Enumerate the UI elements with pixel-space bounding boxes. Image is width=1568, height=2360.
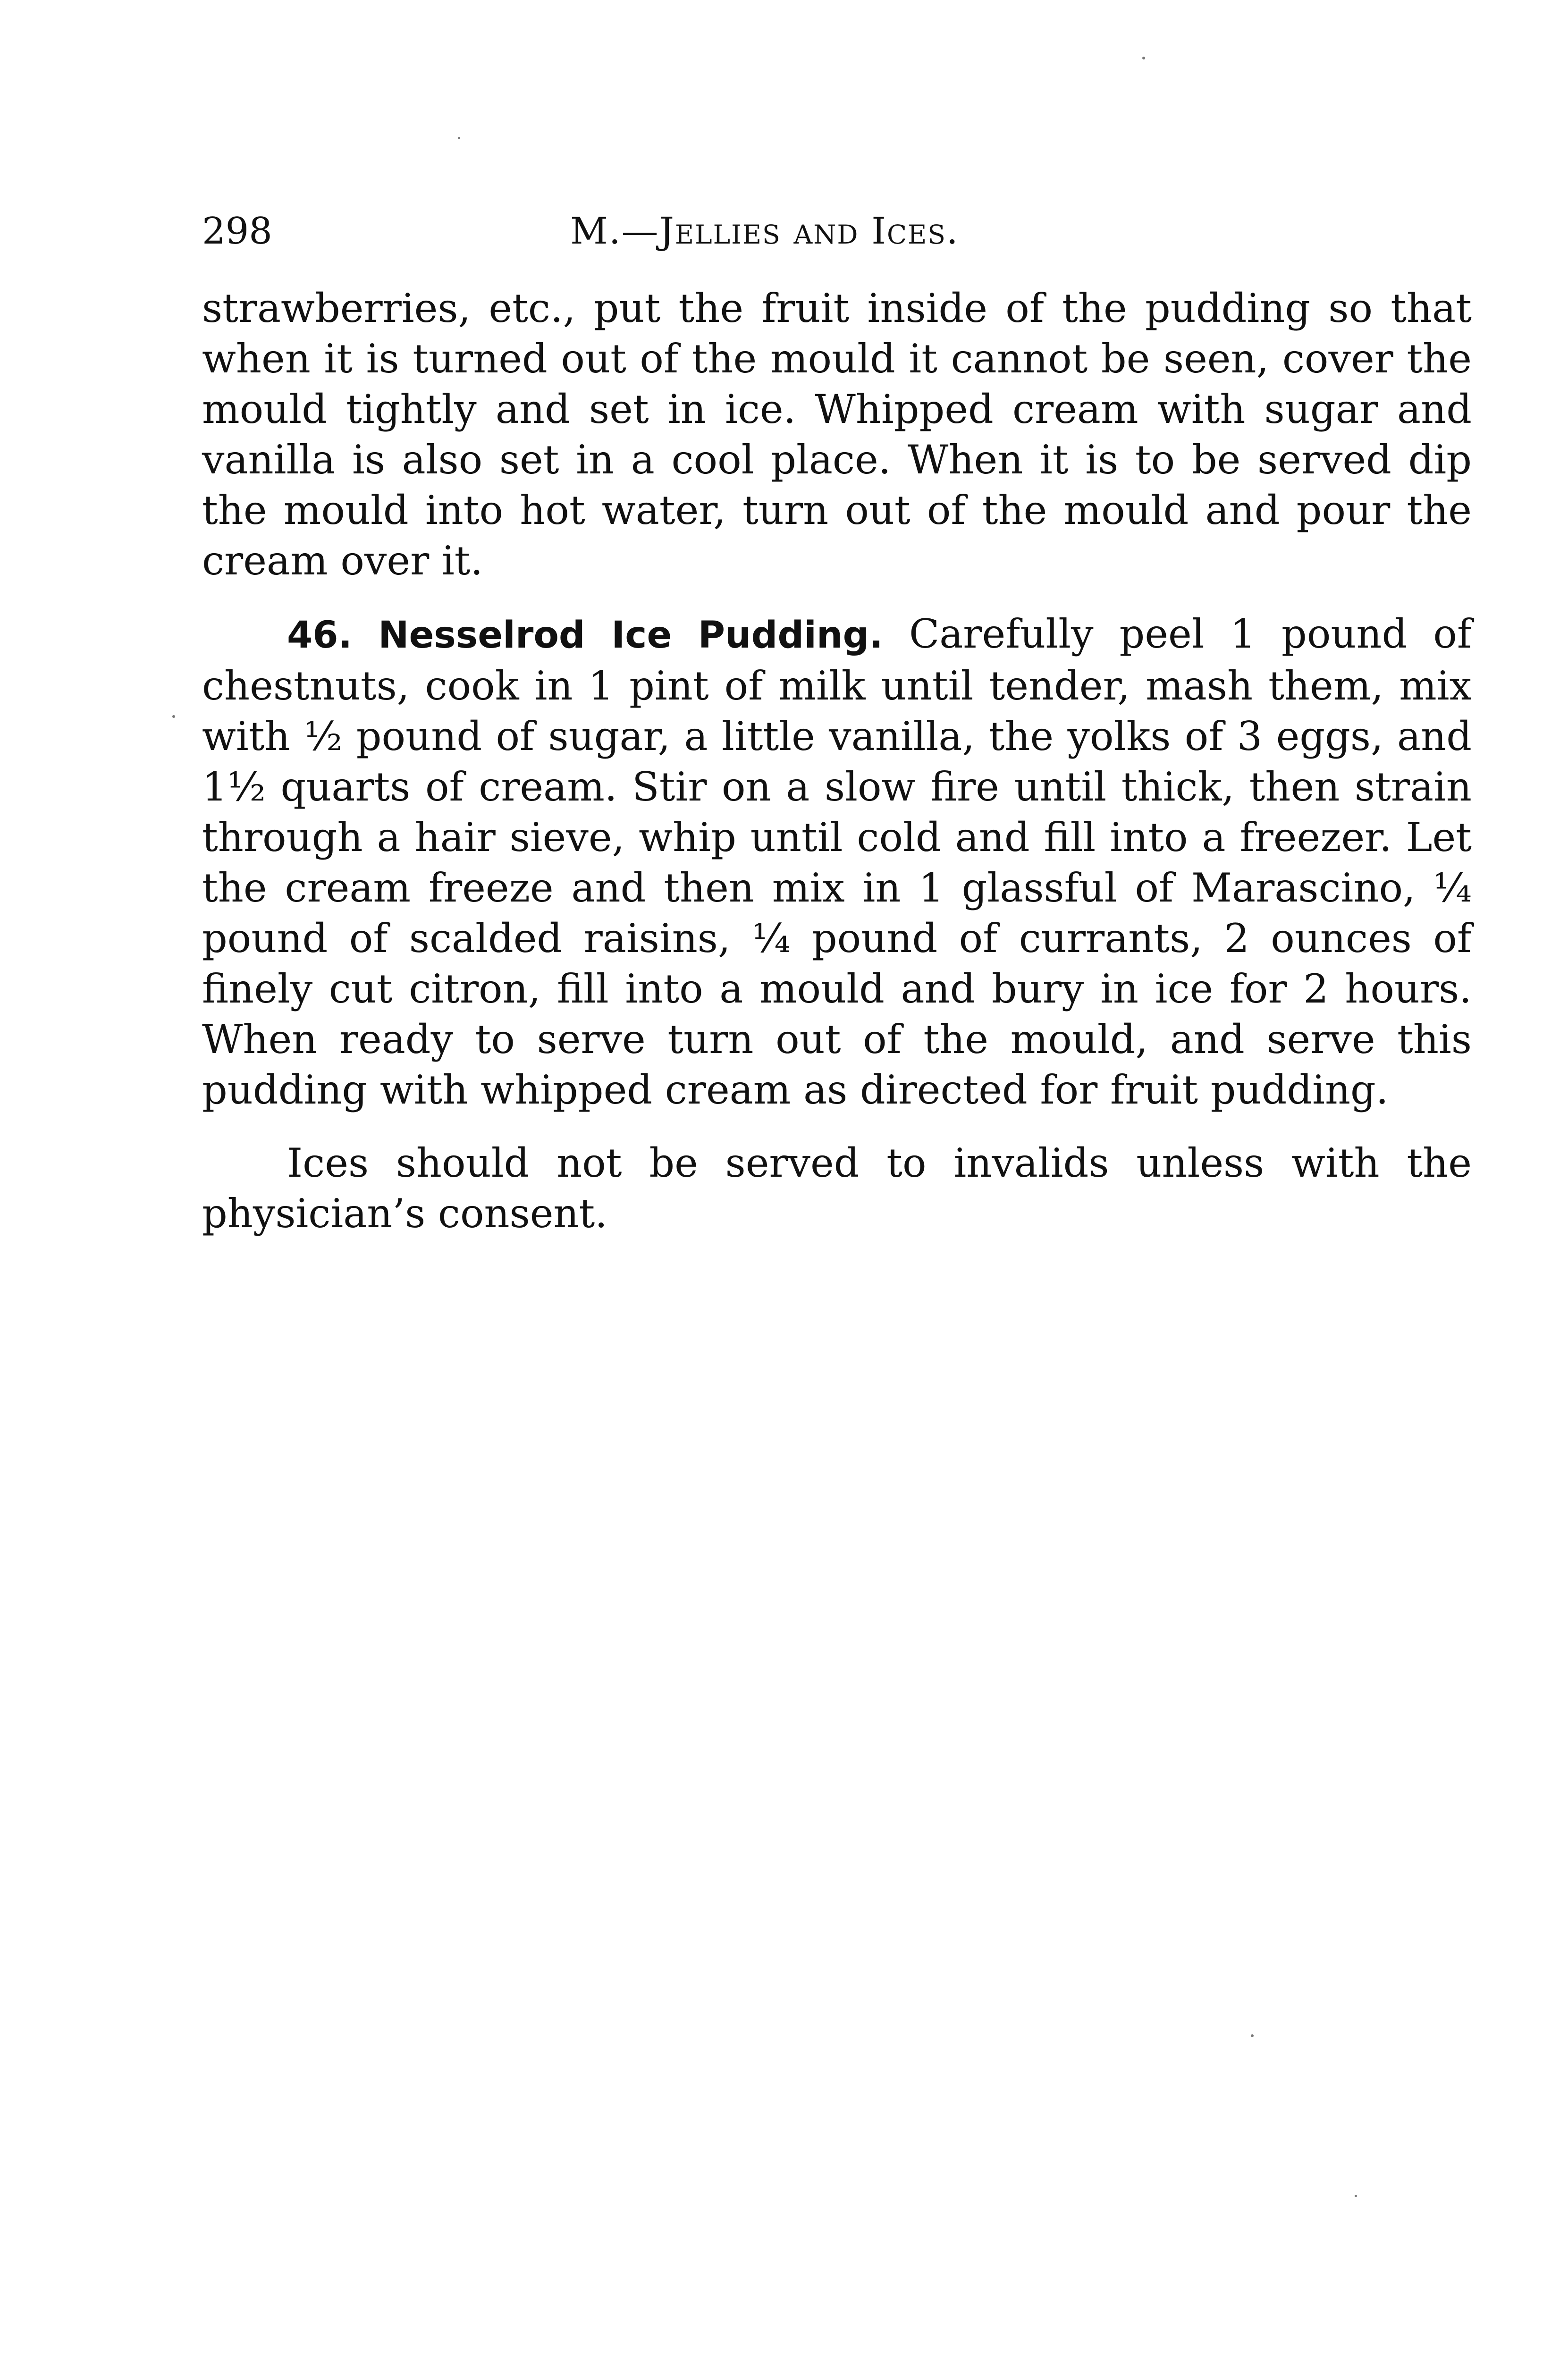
running-header [202,203,1476,260]
closing-note [202,1138,1472,1239]
paragraph-continued [202,283,1472,586]
scan-speck [458,137,460,139]
recipe-title: Nesselrod Ice Pudding. [378,614,883,657]
scan-speck [172,715,175,718]
recipe-paragraph [202,609,1472,1115]
scan-speck [1355,2195,1357,2197]
page-number: 298 [202,210,272,253]
recipe-text: Carefully peel 1 pound of chestnuts, cook in 1 pint of milk until tender, mash them, mix with ½ pound of sugar, a little vanilla, the yolks of 3 eggs, and 1½ quarts of cream. Stir on a slow fire until thick, then strain through a hair sieve, whip until cold and fill into a freezer. Let the cream freeze and then mix in 1 glassful of Marascino, ¼ pound of scalded raisins, ¼ pound of currants, 2 ounces of finely cut citron, fill into a mould and bury in ice for 2 hours. When ready to serve turn out of the mould, and serve this pudding with whipped cream as directed for fruit pudding. [202,611,1472,1113]
scan-speck [1142,57,1145,59]
recipe-number: 46. [287,614,353,657]
scan-speck [1251,2034,1254,2037]
running-title: M.—Jellies and Ices. [570,210,959,253]
body-text [202,283,1472,1239]
note-text: Ices should not be served to invalids unless with the physician’s consent. [202,1140,1472,1237]
paragraph-text: strawberries, etc., put the fruit inside of the pudding so that when it is turned out of the mould it cannot be seen, cover the mould tightly and set in ice. Whipped cream with sugar and vanilla is also set in a cool place. When it is to be served dip the mould into hot water, turn out of the mould and pour the cream over it. [202,285,1472,584]
